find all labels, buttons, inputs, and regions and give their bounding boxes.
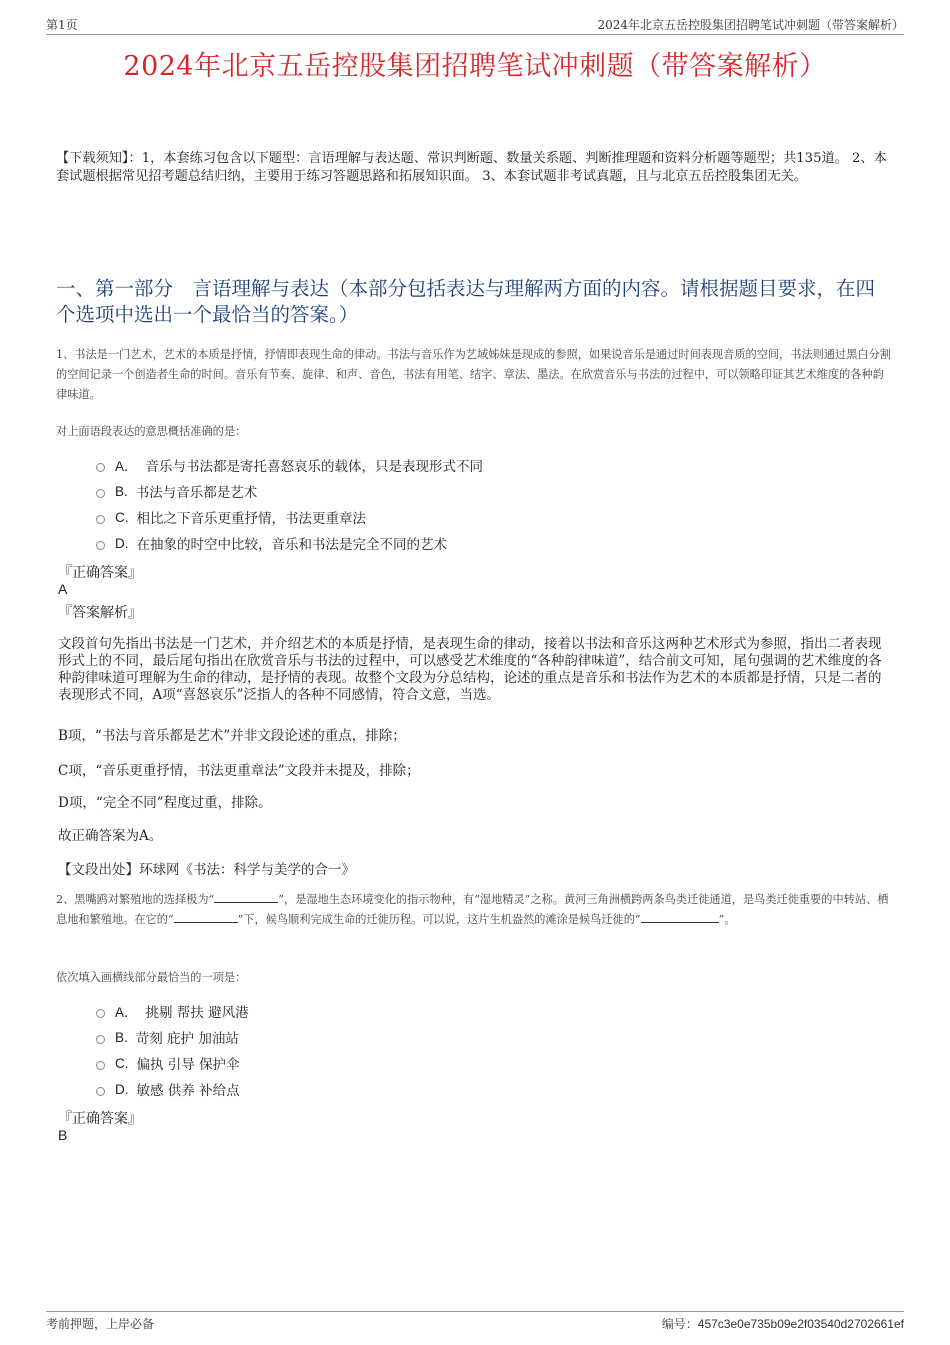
document-serial: 编号：457c3e0e735b09e2f03540d2702661ef — [661, 1317, 904, 1331]
radio-icon[interactable] — [96, 1061, 105, 1070]
fill-blank-2[interactable] — [174, 910, 238, 923]
passage-source: 【文段出处】环球网《书法：科学与美学的合一》 — [58, 862, 355, 878]
radio-icon[interactable] — [96, 489, 105, 498]
question-1-prompt: 对上面语段表达的意思概括准确的是： — [56, 425, 247, 438]
radio-icon[interactable] — [96, 463, 105, 472]
analysis-note-d: D项，“完全不同”程度过重，排除。 — [58, 795, 272, 811]
footer-slogan: 考前押题，上岸必备 — [46, 1317, 155, 1331]
fill-blank-1[interactable] — [214, 890, 278, 903]
correct-answer: B — [58, 1127, 68, 1143]
option-text: 音乐与书法都是寄托喜怒哀乐的载体，只是表现形式不同 — [145, 459, 484, 475]
fill-blank-3[interactable] — [641, 910, 719, 923]
option-c[interactable]: C. 相比之下音乐更重抒情，书法更重章法 — [96, 504, 483, 530]
radio-icon[interactable] — [96, 1087, 105, 1096]
question-1-text: 1、书法是一门艺术，艺术的本质是抒情，抒情即表现生命的律动。书法与音乐作为艺域姊妹是现成的参照，如果说音乐是通过时间表现音质的空间，书法则通过黑白分割的空间记录一个创造者生命的时间。音乐有节奏、旋律、和声、音色，书法有用笔、结字、章法、墨法。在欣赏音乐与书法的过程中，可以领略印证其艺术维度的各种韵律味道。 — [56, 348, 891, 401]
radio-icon[interactable] — [96, 1035, 105, 1044]
option-text: 苛刻 庇护 加油站 — [135, 1031, 239, 1047]
section-heading: 一、第一部分 言语理解与表达（本部分包括表达与理解两方面的内容。请根据题目要求，在四个选项中选出一个最恰当的答案。） — [56, 277, 876, 326]
option-text: 在抽象的时空中比较，音乐和书法是完全不同的艺术 — [136, 537, 447, 553]
answer-analysis: 文段首句先指出书法是一门艺术，并介绍艺术的本质是抒情，是表现生命的律动，接着以书法和音乐这两种艺术形式为参照，指出二者表现形式上的不同，最后尾句指出在欣赏音乐与书法的过程中，可以感受艺术维度的“各种韵律味道”，结合前文可知，尾句强调的艺术维度的各种韵律味道可理解为生命的律动，是抒情的表现。故整个文段为分总结构，论述的重点是音乐和书法作为艺术的本质都是抒情，只是二者的表现形式不同，A项“喜怒哀乐”泛指人的各种不同感情，符合文意，当选。 — [58, 636, 882, 703]
option-text: 相比之下音乐更重抒情，书法更重章法 — [136, 511, 366, 527]
page-number: 第1页 — [46, 18, 78, 32]
document-title: 2024年北京五岳控股集团招聘笔试冲刺题（带答案解析） — [123, 51, 827, 82]
page-footer — [46, 1311, 904, 1331]
option-text: 挑剔 帮扶 避风港 — [145, 1005, 249, 1021]
question-1-options — [96, 452, 483, 556]
question-2-options — [96, 998, 249, 1102]
option-text: 书法与音乐都是艺术 — [135, 485, 258, 501]
option-b[interactable]: B. 书法与音乐都是艺术 — [96, 478, 483, 504]
download-notice: 【下载须知】：1，本套练习包含以下题型：言语理解与表达题、常识判断题、数量关系题、判断推理题和资料分析题等题型；共135道。 2、本套试题根据常见招考题总结归纳，主要用于练习答题思路和拓展知识面。 3、本套试题非考试真题，且与北京五岳控股集团无关。 — [56, 151, 887, 184]
header-doc-title: 2024年北京五岳控股集团招聘笔试冲刺题（带答案解析） — [597, 18, 904, 32]
analysis-conclusion: 故正确答案为A。 — [58, 828, 163, 844]
question-2-text: 2、黑嘴鸥对繁殖地的选择极为“ ”，是湿地生态环境变化的指示物种，有“湿地精灵”之称。黄河三角洲横跨两条鸟类迁徙通道，是鸟类迁徙重要的中转站、栖息地和繁殖地。在它的“ ”下，候鸟顺利完成生命的迁徙历程。可以说，这片生机盎然的滩涂是候鸟迁徙的“ ”。 — [56, 890, 892, 930]
option-c[interactable]: C. 偏执 引导 保护伞 — [96, 1050, 249, 1076]
option-b[interactable]: B. 苛刻 庇护 加油站 — [96, 1024, 249, 1050]
analysis-label: 『答案解析』 — [58, 605, 142, 621]
radio-icon[interactable] — [96, 515, 105, 524]
option-d[interactable]: D. 敏感 供养 补给点 — [96, 1076, 249, 1102]
page-header — [46, 14, 904, 35]
option-a[interactable]: A． 挑剔 帮扶 避风港 — [96, 998, 249, 1024]
question-2-prompt: 依次填入画横线部分最恰当的一项是： — [56, 971, 247, 984]
correct-answer: A — [58, 581, 68, 597]
option-text: 偏执 引导 保护伞 — [136, 1057, 240, 1073]
option-a[interactable]: A． 音乐与书法都是寄托喜怒哀乐的载体，只是表现形式不同 — [96, 452, 483, 478]
analysis-note-b: B项，“书法与音乐都是艺术”并非文段论述的重点，排除； — [58, 728, 406, 744]
answer-label: 『正确答案』 — [58, 1111, 142, 1127]
answer-label: 『正确答案』 — [58, 565, 142, 581]
option-text: 敏感 供养 补给点 — [136, 1083, 240, 1099]
radio-icon[interactable] — [96, 1009, 105, 1018]
radio-icon[interactable] — [96, 541, 105, 550]
analysis-note-c: C项，“音乐更重抒情，书法更重章法”文段并未提及，排除； — [58, 763, 420, 779]
option-d[interactable]: D. 在抽象的时空中比较，音乐和书法是完全不同的艺术 — [96, 530, 483, 556]
